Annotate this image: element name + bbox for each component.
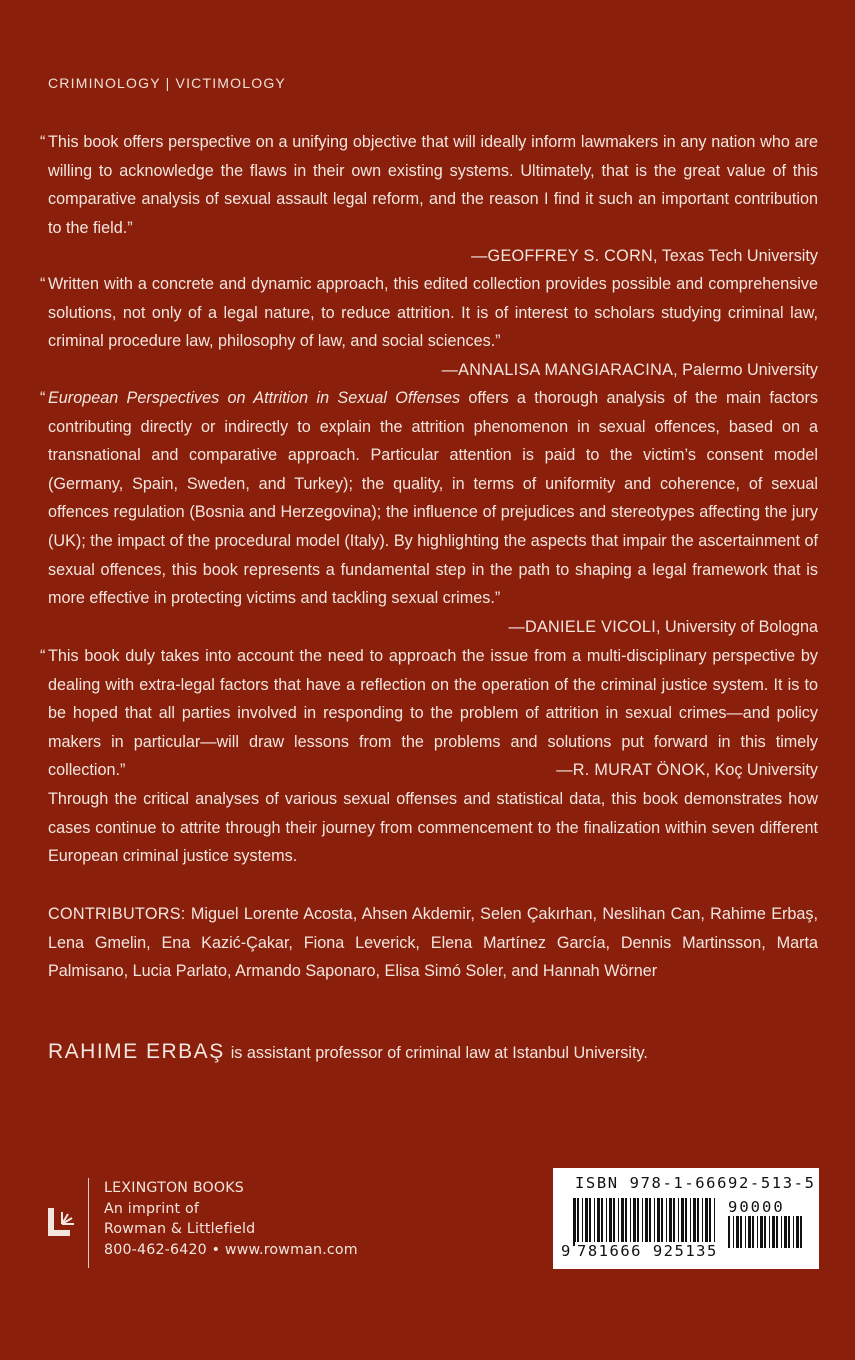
- barcode-bar: [745, 1216, 746, 1248]
- quote-attribution: [48, 242, 818, 271]
- quote-affiliation: , Palermo University: [673, 360, 818, 379]
- barcode-bar: [661, 1198, 663, 1246]
- barcode-bar: [796, 1216, 799, 1248]
- barcode-bar: [633, 1198, 636, 1246]
- barcode-bar: [752, 1216, 754, 1248]
- barcode-bar: [740, 1216, 742, 1248]
- barcode-bar: [685, 1198, 687, 1246]
- quote-affiliation: , Texas Tech University: [653, 247, 818, 266]
- barcode-bar: [601, 1198, 603, 1246]
- barcode-bar: [705, 1198, 708, 1246]
- barcode-bar: [728, 1216, 730, 1248]
- endorsement-quote-4: [40, 642, 818, 785]
- publisher-text: [104, 1178, 424, 1260]
- quote-mark: “: [40, 275, 46, 293]
- quote-mark: “: [40, 133, 46, 151]
- endorsement-quote-2: [40, 270, 818, 384]
- book-title: European Perspectives on Attrition in Sexual Offenses: [48, 389, 461, 407]
- book-description: Through the critical analyses of various sexual offenses and statistical data, this book demonstrates how cases continue to attrite through their journey from commencement to the finalization within seven different European criminal justice systems.: [48, 790, 818, 866]
- ean-digits: 781666 925135: [577, 1242, 718, 1260]
- barcode-bar: [709, 1198, 711, 1246]
- endorsement-quote-1: [40, 128, 818, 271]
- barcode-bar: [776, 1216, 778, 1248]
- quote-text: This book offers perspective on a unifying objective that will ideally inform lawmakers in any nation who are willing to acknowledge the flaws in their own existing systems. Ultimately, that is the great value of this comparative analysis of sexual assault legal reform, and the reason I find it such an important contribution to the field.”: [48, 133, 818, 237]
- barcode-bar: [736, 1216, 739, 1248]
- barcode-bar: [577, 1198, 579, 1246]
- barcode-bar: [654, 1198, 655, 1246]
- quote-text: This book duly takes into account the need to approach the issue from a multi-disciplinary perspective by dealing with extra-legal factors that have a reflection on the operation of the criminal justice system. It is to be hoped that all parties involved in responding to the problem of attrition in sexual crimes—and policy makers in particular—will draw lessons from the problems and solutions put forward in this timely collection.”: [48, 647, 818, 780]
- barcode-bar: [613, 1198, 615, 1246]
- barcode-bar: [594, 1198, 595, 1246]
- lexington-logo-icon: [48, 1202, 78, 1242]
- barcode-bar: [764, 1216, 766, 1248]
- barcode-bar: [657, 1198, 660, 1246]
- price-code: 90000: [728, 1198, 785, 1216]
- quote-author: —ANNALISA MANGIARACINA: [441, 360, 674, 379]
- contributors-names: Miguel Lorente Acosta, Ahsen Akdemir, Selen Çakırhan, Neslihan Can, Rahime Erbaş, Lena Gmelin, Ena Kazić-Çakar, Fiona Leverick, Elena Martínez García, Dennis Martinsson, Marta Palmisano, Lucia Parlato, Armando Saponaro, Elisa Simó Soler, and Hannah Wörner: [48, 905, 818, 981]
- barcode-bar: [673, 1198, 675, 1246]
- barcode-bar: [597, 1198, 600, 1246]
- quote-author: —DANIELE VICOLI: [508, 617, 657, 636]
- barcode-bar: [784, 1216, 787, 1248]
- publisher-name: LEXINGTON BOOKS: [104, 1180, 244, 1196]
- ean-first-digit: 9: [561, 1242, 571, 1260]
- barcode-bar: [733, 1216, 734, 1248]
- barcode-bar: [625, 1198, 627, 1246]
- author-description: is assistant professor of criminal law at Istanbul University.: [230, 1044, 648, 1062]
- quote-text: offers a thorough analysis of the main factors contributing directly or indirectly to explain the attrition phenomenon in sexual offences, based on a transnational and comparative approach. Particular attention is paid to the victim’s consent model (Germany, Spain, Sweden, and Turkey); the quality, in terms of uniformity and coherence, of sexual offences regulation (Bosnia and Herzegovina); the influence of prejudices and stereotypes affecting the jury (UK); the impact of the procedural model (Italy). By highlighting the aspects that impair the ascertainment of sexual offences, this book represents a fundamental step in the path to shaping a legal framework that is more effective in protecting victims and tackling sexual crimes.”: [48, 389, 819, 608]
- barcode-bar: [573, 1198, 576, 1246]
- barcode-bar: [788, 1216, 790, 1248]
- quote-mark: “: [40, 389, 46, 407]
- quote-text: Written with a concrete and dynamic approach, this edited collection provides possible and comprehensive solutions, not only of a legal nature, to reduce attrition. It is of interest to scholars studying criminal law, criminal procedure law, philosophy of law, and social sciences.”: [48, 275, 818, 351]
- publisher-divider: [88, 1178, 89, 1268]
- quote-mark: “: [40, 647, 46, 665]
- barcode-bar: [618, 1198, 619, 1246]
- barcode-bar: [609, 1198, 612, 1246]
- barcode-bar: [702, 1198, 703, 1246]
- quote-attribution: [556, 756, 818, 785]
- barcode-bar: [645, 1198, 648, 1246]
- barcode-bar: [693, 1198, 696, 1246]
- barcode-bar: [666, 1198, 667, 1246]
- publisher-imprint: An imprint of: [104, 1200, 200, 1217]
- barcode-bar: [681, 1198, 684, 1246]
- barcode-bar: [690, 1198, 691, 1246]
- isbn-text: ISBN 978-1-66692-513-5: [575, 1174, 816, 1192]
- addon-barcode-bars: [728, 1216, 802, 1248]
- quote-affiliation: , University of Bologna: [656, 617, 818, 636]
- barcode-bar: [606, 1198, 607, 1246]
- ean-barcode-bars: [573, 1198, 718, 1246]
- barcode-bar: [630, 1198, 631, 1246]
- quote-attribution: [48, 613, 818, 642]
- barcode-bar: [642, 1198, 643, 1246]
- quote-author: —GEOFFREY S. CORN: [471, 247, 654, 266]
- barcode-bar: [697, 1198, 699, 1246]
- barcode-bar: [760, 1216, 763, 1248]
- barcode-bar: [769, 1216, 770, 1248]
- barcode-bar: [781, 1216, 782, 1248]
- barcode-bar: [649, 1198, 651, 1246]
- publisher-parent: Rowman & Littlefield: [104, 1221, 256, 1237]
- barcode-bar: [585, 1198, 588, 1246]
- category-label: CRIMINOLOGY | VICTIMOLOGY: [48, 75, 286, 91]
- barcode-bar: [757, 1216, 758, 1248]
- barcode-bar: [793, 1216, 794, 1248]
- barcode-bar: [678, 1198, 679, 1246]
- quote-author: —R. MURAT ÖNOK: [556, 761, 706, 780]
- author-bio: [48, 1040, 648, 1064]
- isbn-barcode: [553, 1168, 819, 1269]
- barcode-bar: [582, 1198, 583, 1246]
- barcode-bar: [772, 1216, 775, 1248]
- barcode-bar: [714, 1198, 715, 1246]
- barcode-bar: [621, 1198, 624, 1246]
- barcode-bar: [589, 1198, 591, 1246]
- contributors-label: CONTRIBUTORS:: [48, 905, 186, 923]
- endorsement-quote-3: [40, 384, 819, 641]
- author-name: RAHIME ERBAŞ: [48, 1040, 225, 1063]
- quote-attribution: [442, 356, 818, 385]
- contributors: [48, 900, 818, 986]
- barcode-bar: [800, 1216, 802, 1248]
- barcode-bar: [637, 1198, 639, 1246]
- barcode-bar: [748, 1216, 751, 1248]
- publisher-contact: 800-462-6420 • www.rowman.com: [104, 1241, 358, 1258]
- quote-affiliation: , Koç University: [705, 761, 818, 780]
- barcode-bar: [669, 1198, 672, 1246]
